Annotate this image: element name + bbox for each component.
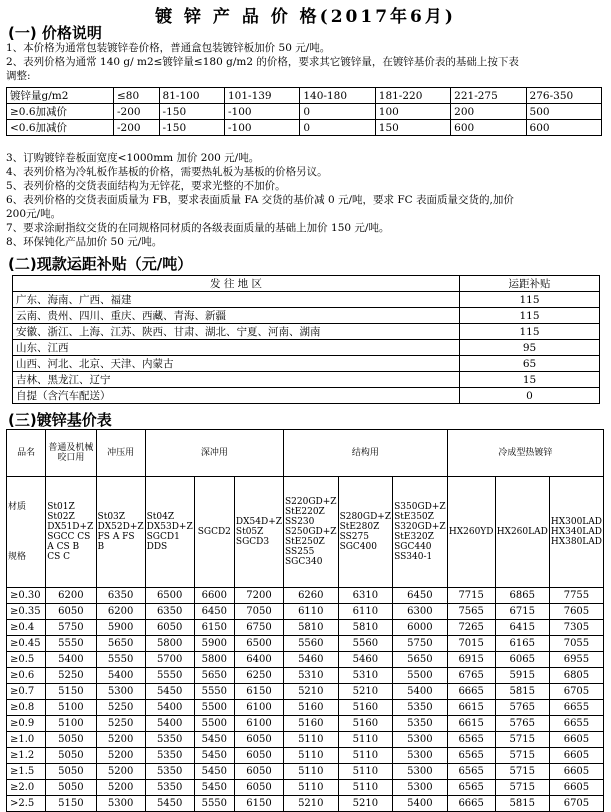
table-row (13, 372, 600, 388)
price-cell: 5110 (284, 732, 339, 748)
price-cell: 5715 (495, 732, 549, 748)
table-row (7, 668, 604, 684)
price-cell: 5450 (145, 796, 194, 812)
table-row (7, 588, 604, 604)
price-cell: 5350 (393, 700, 448, 716)
table-cell: -100 (224, 104, 299, 120)
price-cell: 5310 (338, 668, 393, 684)
price-cell: 6050 (145, 620, 194, 636)
price-cell: 5550 (194, 796, 234, 812)
section-heading-price-notes: (一) 价格说明 (8, 24, 102, 42)
price-cell: 5300 (393, 764, 448, 780)
price-cell: 5110 (338, 732, 393, 748)
table-cell: 冲压用 (96, 430, 145, 477)
note-line: 2、表列价格为通常 140 g/ m2≤镀锌量≤180 g/m2 的价格，要求其它镀锌量，在镀锌基价表的基础上按下表 (6, 56, 519, 68)
price-cell: 6000 (393, 620, 448, 636)
table-cell: -100 (224, 120, 299, 136)
price-cell: 5400 (145, 716, 194, 732)
price-cell: 5450 (145, 684, 194, 700)
price-cell: 5160 (338, 716, 393, 732)
price-cell: 5460 (338, 652, 393, 668)
table-row (13, 324, 600, 340)
price-cell: 5810 (338, 620, 393, 636)
table-cell: S280GD+Z StE280Z SS275 SGC400 (338, 477, 393, 588)
table-row (7, 748, 604, 764)
table-cell: 65 (460, 356, 600, 372)
spec-cell: ≥1.5 (7, 764, 46, 780)
price-cell: 6050 (234, 780, 283, 796)
table-row (7, 120, 602, 136)
table-cell: 镀锌量g/m2 (7, 88, 114, 104)
table-cell: 115 (460, 308, 600, 324)
price-cell: 6150 (194, 620, 234, 636)
price-cell: 5915 (495, 668, 549, 684)
price-cell: 6605 (549, 764, 603, 780)
price-cell: 5800 (145, 636, 194, 652)
price-cell: 5650 (393, 652, 448, 668)
price-cell: 5050 (46, 764, 96, 780)
note-line: 5、表列价格的交货表面结构为无锌花，要求光整的不加价。 (6, 180, 286, 192)
table-row (7, 652, 604, 668)
price-cell: 6565 (447, 764, 495, 780)
price-cell: 6260 (284, 588, 339, 604)
price-cell: 5250 (46, 668, 96, 684)
price-cell: 6865 (495, 588, 549, 604)
price-cell: 5050 (46, 732, 96, 748)
table-row (7, 104, 602, 120)
price-cell: 5210 (338, 684, 393, 700)
price-cell: 5200 (96, 764, 145, 780)
table-cell: 276-350 (526, 88, 601, 104)
price-cell: 6110 (284, 604, 339, 620)
base-price-rows (7, 588, 604, 812)
price-cell: 6050 (46, 604, 96, 620)
table-cell: 山东、江西 (13, 340, 460, 356)
price-cell: 5160 (338, 700, 393, 716)
spec-cell: ≥0.9 (7, 716, 46, 732)
price-cell: 5210 (284, 796, 339, 812)
table-row (13, 340, 600, 356)
table-cell: 95 (460, 340, 600, 356)
zinc-surcharge-table (6, 87, 602, 136)
table-cell: S220GD+Z StE220Z SS230 S250GD+Z StE250Z SS255 SGC340 (284, 477, 339, 588)
price-cell: 5900 (96, 620, 145, 636)
table-cell: St01Z St02Z DX51D+Z SGCC CS A CS B CS C (46, 477, 96, 588)
table-cell: 101-139 (224, 88, 299, 104)
price-cell: 6615 (447, 700, 495, 716)
table-row (7, 780, 604, 796)
price-cell: 6350 (96, 588, 145, 604)
price-cell: 5200 (96, 780, 145, 796)
price-cell: 6805 (549, 668, 603, 684)
price-cell: 7305 (549, 620, 603, 636)
price-cell: 6300 (393, 604, 448, 620)
table-cell: 山西、河北、北京、天津、内蒙古 (13, 356, 460, 372)
spec-cell: ≥0.6 (7, 668, 46, 684)
table-cell: <0.6加减价 (7, 120, 114, 136)
price-cell: 6050 (234, 764, 283, 780)
price-cell: 5400 (393, 684, 448, 700)
price-cell: 5450 (194, 748, 234, 764)
price-cell: 6705 (549, 684, 603, 700)
price-cell: 5550 (145, 668, 194, 684)
price-cell: 5110 (338, 764, 393, 780)
table-cell: 发 往 地 区 (13, 276, 460, 292)
table-cell: -200 (114, 104, 160, 120)
table-row (7, 700, 604, 716)
price-cell: 5800 (194, 652, 234, 668)
table-cell: St03Z DX52D+Z FS A FS B (96, 477, 145, 588)
table-cell: 广东、海南、广西、福建 (13, 292, 460, 308)
price-cell: 5300 (96, 796, 145, 812)
price-cell: 5300 (393, 748, 448, 764)
price-cell: 6705 (549, 796, 603, 812)
note-line: 3、订购镀锌卷板面宽度<1000mm 加价 200 元/吨。 (6, 152, 260, 164)
price-cell: 5350 (393, 716, 448, 732)
price-cell: 5550 (194, 684, 234, 700)
price-cell: 5110 (284, 764, 339, 780)
table-cell: HX260LAD (495, 477, 549, 588)
table-cell: 冷成型热镀锌 (447, 430, 603, 477)
spec-cell: ≥0.4 (7, 620, 46, 636)
price-cell: 5815 (495, 684, 549, 700)
price-cell: 7565 (447, 604, 495, 620)
price-cell: 5200 (96, 732, 145, 748)
price-cell: 6955 (549, 652, 603, 668)
price-cell: 5100 (46, 716, 96, 732)
price-cell: 7265 (447, 620, 495, 636)
price-cell: 6100 (234, 716, 283, 732)
price-cell: 5560 (338, 636, 393, 652)
price-cell: 7755 (549, 588, 603, 604)
price-cell: 5715 (495, 764, 549, 780)
price-cell: 5715 (495, 780, 549, 796)
table-cell: 115 (460, 292, 600, 308)
price-cell: 7055 (549, 636, 603, 652)
price-cell: 6915 (447, 652, 495, 668)
price-cell: 5150 (46, 684, 96, 700)
price-cell: 5300 (393, 732, 448, 748)
price-cell: 6050 (234, 732, 283, 748)
price-cell: 5200 (96, 748, 145, 764)
price-cell: 6200 (46, 588, 96, 604)
price-cell: 6765 (447, 668, 495, 684)
price-cell: 5900 (194, 636, 234, 652)
price-cell: 6400 (234, 652, 283, 668)
table-row (13, 308, 600, 324)
price-cell: 5750 (393, 636, 448, 652)
table-cell: 81-100 (159, 88, 224, 104)
section-heading-freight-subsidy: (二)现款运距补贴（元/吨） (8, 255, 193, 273)
table-cell: 0 (460, 388, 600, 404)
price-cell: 6605 (549, 732, 603, 748)
table-cell: 100 (375, 104, 450, 120)
price-cell: 5250 (96, 700, 145, 716)
price-cell: 5750 (46, 620, 96, 636)
note-line: 7、要求涂耐指纹交货的在同规格同材质的各级表面质量的基础上加价 150 元/吨。 (6, 222, 390, 234)
price-cell: 5350 (145, 780, 194, 796)
price-cell: 5150 (46, 796, 96, 812)
price-cell: 5700 (145, 652, 194, 668)
price-cell: 5100 (46, 700, 96, 716)
table-cell: 115 (460, 324, 600, 340)
table-cell: 140-180 (300, 88, 375, 104)
price-cell: 5210 (338, 796, 393, 812)
table-cell: 吉林、黑龙江、辽宁 (13, 372, 460, 388)
price-cell: 5050 (46, 780, 96, 796)
price-cell: 5550 (96, 652, 145, 668)
table-group-header-row (7, 430, 604, 477)
price-cell: 5765 (495, 716, 549, 732)
table-row (7, 620, 604, 636)
price-cell: 6665 (447, 684, 495, 700)
price-cell: 5450 (194, 764, 234, 780)
table-cell: St04Z DX53D+Z SGCD1 DDS (145, 477, 194, 588)
price-cell: 5650 (194, 668, 234, 684)
price-cell: 6050 (234, 748, 283, 764)
price-cell: 6450 (194, 604, 234, 620)
table-cell: -150 (159, 120, 224, 136)
price-cell: 6615 (447, 716, 495, 732)
price-cell: 6250 (234, 668, 283, 684)
table-cell: 600 (526, 120, 601, 136)
price-cell: 5160 (284, 700, 339, 716)
price-cell: 6500 (145, 588, 194, 604)
table-cell: 深冲用 (145, 430, 283, 477)
price-cell: 6150 (234, 796, 283, 812)
material-label: 材质 (8, 502, 27, 512)
price-cell: 6310 (338, 588, 393, 604)
table-row (13, 292, 600, 308)
price-cell: 5110 (338, 748, 393, 764)
spec-label: 规格 (8, 552, 27, 562)
price-cell: 5500 (393, 668, 448, 684)
table-cell: ≤80 (114, 88, 160, 104)
table-cell: 普通及机械咬口用 (46, 430, 96, 477)
price-cell: 6150 (234, 684, 283, 700)
table-row (7, 604, 604, 620)
price-cell: 7200 (234, 588, 283, 604)
price-cell: 6565 (447, 748, 495, 764)
note-line: 8、环保钝化产品加价 50 元/吨。 (6, 236, 163, 248)
price-cell: 5110 (284, 780, 339, 796)
price-cell: 6750 (234, 620, 283, 636)
price-cell: 6415 (495, 620, 549, 636)
table-cell: -150 (159, 104, 224, 120)
table-cell: 500 (526, 104, 601, 120)
table-cell: 181-220 (375, 88, 450, 104)
price-cell: 5400 (96, 668, 145, 684)
price-cell: 5300 (96, 684, 145, 700)
price-cell: 6500 (234, 636, 283, 652)
freight-subsidy-table (12, 275, 600, 404)
price-cell: 5500 (194, 716, 234, 732)
price-cell: 6110 (338, 604, 393, 620)
table-cell: -200 (114, 120, 160, 136)
base-price-table (6, 429, 604, 812)
table-cell: 600 (451, 120, 526, 136)
spec-cell: ≥0.5 (7, 652, 46, 668)
price-cell: 5460 (284, 652, 339, 668)
table-cell: 安徽、浙江、上海、江苏、陕西、甘肃、湖北、宁夏、河南、湖南 (13, 324, 460, 340)
price-cell: 7605 (549, 604, 603, 620)
price-cell: 6065 (495, 652, 549, 668)
note-line: 200元/吨。 (6, 208, 62, 220)
price-cell: 5400 (145, 700, 194, 716)
price-cell: 6655 (549, 700, 603, 716)
note-line: 6、表列价格的交货表面质量为 FB，要求表面质量 FA 交货的基价减 0 元/吨，要求 FC 表面质量交货的,加价 (6, 194, 514, 206)
note-line: 调整: (6, 70, 31, 82)
price-cell: 5110 (338, 780, 393, 796)
note-line: 4、表列价格为冷轧板作基板的价格，需要热轧板为基板的价格另议。 (6, 166, 328, 178)
price-cell: 5160 (284, 716, 339, 732)
price-cell: 5765 (495, 700, 549, 716)
table-cell: 221-275 (451, 88, 526, 104)
table-row (7, 764, 604, 780)
price-cell: 6565 (447, 780, 495, 796)
price-cell: 5050 (46, 748, 96, 764)
table-cell: SGCD2 (194, 477, 234, 588)
table-material-header-row (7, 477, 604, 588)
price-cell: 5715 (495, 748, 549, 764)
table-row (7, 716, 604, 732)
page-title: 镀 锌 产 品 价 格(2017年6月) (155, 7, 456, 27)
spec-cell: ≥0.45 (7, 636, 46, 652)
spec-cell: ≥0.30 (7, 588, 46, 604)
price-cell: 5400 (393, 796, 448, 812)
price-cell: 5450 (194, 732, 234, 748)
table-cell: 15 (460, 372, 600, 388)
table-cell: DX54D+Z St05Z SGCD3 (234, 477, 283, 588)
table-cell (7, 477, 46, 588)
price-cell: 5250 (96, 716, 145, 732)
table-cell: S350GD+Z StE350Z S320GD+Z StE320Z SGC440 SS340-1 (393, 477, 448, 588)
price-cell: 5550 (46, 636, 96, 652)
table-header-row (13, 276, 600, 292)
price-cell: 6715 (495, 604, 549, 620)
price-cell: 5500 (194, 700, 234, 716)
price-cell: 6655 (549, 716, 603, 732)
price-cell: 6605 (549, 748, 603, 764)
table-cell: 云南、贵州、四川、重庆、西藏、青海、新疆 (13, 308, 460, 324)
table-cell: 0 (300, 104, 375, 120)
price-cell: 5310 (284, 668, 339, 684)
table-header-row (7, 88, 602, 104)
price-cell: 5350 (145, 764, 194, 780)
spec-cell: ≥2.0 (7, 780, 46, 796)
price-cell: 5650 (96, 636, 145, 652)
price-cell: 6605 (549, 780, 603, 796)
price-cell: 5815 (495, 796, 549, 812)
spec-cell: ≥1.2 (7, 748, 46, 764)
table-row (7, 684, 604, 700)
table-cell: 0 (300, 120, 375, 136)
price-cell: 6450 (393, 588, 448, 604)
price-cell: 6350 (145, 604, 194, 620)
price-cell: 5810 (284, 620, 339, 636)
spec-cell: ≥0.8 (7, 700, 46, 716)
price-cell: 6165 (495, 636, 549, 652)
table-cell: ≥0.6加减价 (7, 104, 114, 120)
table-row (13, 388, 600, 404)
price-cell: 6600 (194, 588, 234, 604)
price-cell: 5450 (194, 780, 234, 796)
spec-cell: ≥0.7 (7, 684, 46, 700)
table-cell: 200 (451, 104, 526, 120)
table-cell: HX260YD (447, 477, 495, 588)
table-row (7, 796, 604, 812)
table-cell: 150 (375, 120, 450, 136)
table-cell: 结构用 (284, 430, 448, 477)
note-line: 1、本价格为通常包装镀锌卷价格，普通盒包装镀锌板加价 50 元/吨。 (6, 42, 331, 54)
section-heading-base-price: (三)镀锌基价表 (8, 411, 112, 429)
table-cell: HX300LAD HX340LAD HX380LAD (549, 477, 603, 588)
table-cell: 自提（含汽车配送） (13, 388, 460, 404)
price-cell: 5400 (46, 652, 96, 668)
price-cell: 5110 (284, 748, 339, 764)
price-cell: 7050 (234, 604, 283, 620)
price-cell: 5210 (284, 684, 339, 700)
table-cell: 运距补贴 (460, 276, 600, 292)
price-cell: 5350 (145, 748, 194, 764)
table-cell: 品名 (7, 430, 46, 477)
price-cell: 6100 (234, 700, 283, 716)
table-row (7, 732, 604, 748)
price-cell: 7715 (447, 588, 495, 604)
price-cell: 6565 (447, 732, 495, 748)
spec-cell: >2.5 (7, 796, 46, 812)
price-cell: 5560 (284, 636, 339, 652)
price-cell: 5300 (393, 780, 448, 796)
price-cell: 5350 (145, 732, 194, 748)
table-row (7, 636, 604, 652)
spec-cell: ≥1.0 (7, 732, 46, 748)
price-cell: 7015 (447, 636, 495, 652)
price-cell: 6665 (447, 796, 495, 812)
price-cell: 6200 (96, 604, 145, 620)
spec-cell: ≥0.35 (7, 604, 46, 620)
table-row (13, 356, 600, 372)
